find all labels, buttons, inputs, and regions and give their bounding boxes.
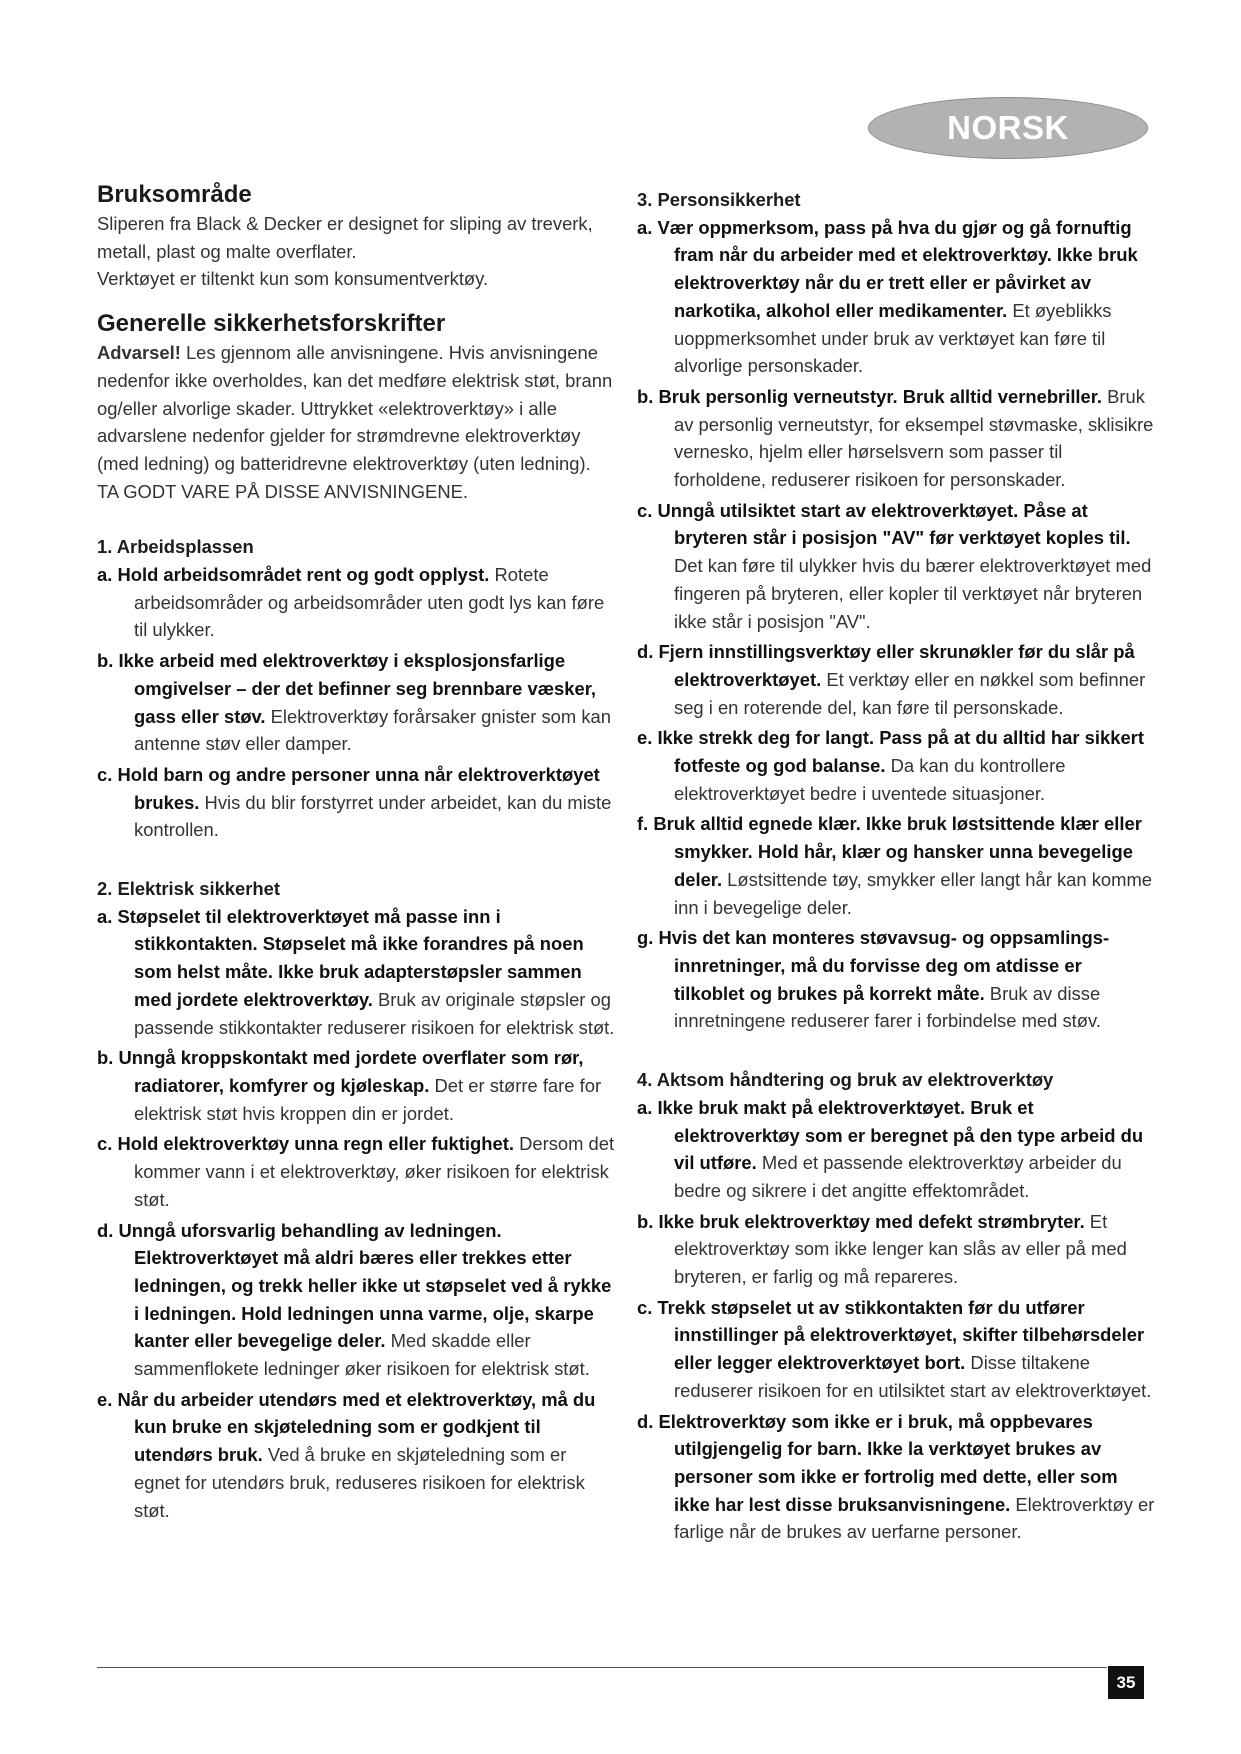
list-item bbox=[97, 647, 617, 758]
page-number: 35 bbox=[1108, 1666, 1144, 1699]
list-item-text: Bruk av personlig verneutstyr, for eksempel støvmaske, sklisikre vernesko, hjelm eller hørselsvern som passer til forholdene, reduserer risikoen for personskader. bbox=[674, 385, 1154, 491]
list-item-bold: d. Elektroverktøy som ikke er i bruk, må oppbevares utilgjengelig for barn. Ikke la verktøyet brukes av personer som ikke er fortrolig med dette, eller som ikke har lest disse bruksanvisningene. bbox=[637, 1410, 1118, 1515]
list-item-text: Et øyeblikks uoppmerksomhet under bruk av verktøyet kan føre til alvorlige personskader. bbox=[674, 299, 1112, 377]
list-item bbox=[97, 1386, 617, 1525]
list-item-bold: a. Ikke bruk makt på elektroverktøyet. Bruk et elektroverktøy som er beregnet på den type arbeid du vil utføre. bbox=[637, 1096, 1144, 1174]
list-item bbox=[97, 1130, 617, 1213]
list-item bbox=[97, 903, 617, 1042]
section-heading-generelle: Generelle sikkerhetsforskrifter bbox=[97, 310, 446, 338]
list-item-text: Elektroverktøy forårsaker gnister som kan antenne støv eller damper. bbox=[134, 705, 611, 755]
bruk-paragraph-2: Verktøyet er tiltenkt kun som konsumentverktøy. bbox=[97, 268, 489, 290]
left-column bbox=[97, 180, 617, 1527]
keep-instructions-text: TA GODT VARE PÅ DISSE ANVISNINGENE. bbox=[97, 480, 468, 502]
list-item-bold: d. Fjern innstillingsverktøy eller skrunøkler før du slår på elektroverktøyet. bbox=[637, 641, 1135, 690]
list-item-bold: c. Trekk støpselet ut av stikkontakten før du utfører innstillinger på elektroverktøyet, skifter tilbehørsdeler eller legger elektroverktøyet bort. bbox=[637, 1296, 1145, 1374]
list-item-bold: b. Ikke arbeid med elektroverktøy i eksplosjonsfarlige omgivelser – der det befinner seg brennbare væsker, gass eller støv. bbox=[97, 650, 596, 727]
list-item-bold: g. Hvis det kan monteres støvavsug- og oppsamlings-innretninger, må du forvisse deg om atdisse er tilkoblet og brukes på korrekt måte. bbox=[637, 927, 1110, 1004]
list-item-text: Med skadde eller sammenflokete ledninger øker risikoen for elektrisk støt. bbox=[134, 1330, 590, 1380]
list-item-bold: b. Bruk personlig verneutstyr. Bruk alltid vernebriller. bbox=[637, 385, 1103, 407]
list-item-text: Det kan føre til ulykker hvis du bærer elektroverktøyet med fingeren på bryteren, eller kopler til verktøyet når bryteren ikke står i posisjon "AV". bbox=[674, 555, 1152, 632]
list-item-text: Bruk av originale støpsler og passende stikkontakter reduserer risikoen for elektrisk støt. bbox=[134, 988, 615, 1038]
list-item bbox=[637, 1408, 1157, 1547]
list-item-bold: e. Ikke strekk deg for langt. Pass på at du alltid har sikkert fotfeste og god balanse. bbox=[637, 727, 1144, 777]
list-item bbox=[637, 810, 1157, 921]
list-item-bold: e. Når du arbeider utendørs med et elektroverktøy, må du kun bruke en skjøteledning som er godkjent til utendørs bruk. bbox=[97, 1388, 596, 1466]
footer-divider bbox=[97, 1667, 1107, 1668]
list-item-bold: c. Unngå utilsiktet start av elektroverktøyet. Påse at bryteren står i posisjon "AV" før verktøyet koples til. bbox=[637, 499, 1131, 549]
list-item-text: Et elektroverktøy som ikke lenger kan slås av eller på med bryteren, er farlig og må repareres. bbox=[674, 1210, 1127, 1288]
list-item-bold: a. Vær oppmerksom, pass på hva du gjør og gå fornuftig fram når du arbeider med et elektroverktøy. Ikke bruk elektroverktøy når du er trett eller er påvirket av narkotika, alkohol eller medikamenter. bbox=[637, 216, 1138, 321]
language-label: NORSK bbox=[947, 109, 1069, 146]
subsection-heading-3: 3. Personsikkerhet bbox=[637, 189, 801, 210]
list-item bbox=[637, 638, 1157, 721]
list-item-bold: c. Hold barn og andre personer unna når elektroverktøyet brukes. bbox=[97, 763, 600, 813]
list-item-text: Rotete arbeidsområder og arbeidsområder uten godt lys kan føre til ulykker. bbox=[134, 564, 605, 641]
list-item bbox=[637, 924, 1157, 1035]
list-item bbox=[637, 724, 1157, 807]
list-item-bold: a. Støpselet til elektroverktøyet må passe inn i stikkontakten. Støpselet må ikke forandres på noen som helst måte. Ikke bruk adapterstøpsler sammen med jordete elektroverktøy. bbox=[97, 905, 584, 1010]
warning-label: Advarsel! bbox=[97, 342, 181, 364]
list-item-bold: f. Bruk alltid egnede klær. Ikke bruk løstsittende klær eller smykker. Hold hår, klær og hansker unna bevegelige deler. bbox=[637, 813, 1142, 890]
list-item bbox=[637, 214, 1157, 380]
right-column bbox=[637, 186, 1157, 1549]
list-item bbox=[637, 497, 1157, 636]
list-item bbox=[637, 1094, 1157, 1205]
list-item bbox=[97, 561, 617, 644]
list-item-text: Ved å bruke en skjøteledning som er egnet for utendørs bruk, reduseres risikoen for elektrisk støt. bbox=[134, 1444, 585, 1521]
list-item bbox=[97, 1044, 617, 1127]
list-item-bold: d. Unngå uforsvarlig behandling av ledningen. Elektroverktøyet må aldri bæres eller trekkes etter ledningen, og trekk heller ikke ut støpselet ved å rykke i ledningen. Hold ledningen unna varme, olje, skarpe kanter eller bevegelige deler. bbox=[97, 1219, 612, 1352]
list-item-bold: b. Ikke bruk elektroverktøy med defekt strømbryter. bbox=[637, 1210, 1085, 1232]
warning-text: Les gjennom alle anvisningene. Hvis anvisningene nedenfor ikke overholdes, kan det medføre elektrisk støt, brann og/eller alvorlige skader. Uttrykket «elektroverktøy» i alle advarslene nedenfor gjelder for strømdrevne elektroverktøy (med ledning) og batteridrevne elektroverktøy (uten ledning). bbox=[97, 342, 613, 474]
list-item-text: Dersom det kommer vann i et elektroverktøy, øker risikoen for elektrisk støt. bbox=[134, 1133, 615, 1210]
list-item bbox=[97, 761, 617, 844]
list-item-text: Med et passende elektroverktøy arbeider du bedre og sikrere i det angitte effektområdet. bbox=[674, 1152, 1122, 1201]
list-item-bold: a. Hold arbeidsområdet rent og godt opplyst. bbox=[97, 564, 490, 586]
list-item-text: Løstsittende tøy, smykker eller langt hår kan komme inn i bevegelige deler. bbox=[674, 868, 1153, 918]
list-item-text: Da kan du kontrollere elektroverktøyet bedre i uventede situasjoner. bbox=[674, 755, 1066, 804]
list-item-text: Disse tiltakene reduserer risikoen for en utilsiktet start av elektroverktøyet. bbox=[674, 1352, 1152, 1401]
list-item-text: Elektroverktøy er farlige når de brukes av uerfarne personer. bbox=[674, 1493, 1155, 1543]
bruk-paragraph-1: Sliperen fra Black & Decker er designet for sliping av treverk, metall, plast og malte overflater. bbox=[97, 213, 593, 262]
list-item-text: Hvis du blir forstyrret under arbeidet, kan du miste kontrollen. bbox=[134, 791, 612, 841]
list-item bbox=[637, 383, 1157, 494]
list-item bbox=[637, 1208, 1157, 1291]
warning-paragraph bbox=[97, 339, 617, 478]
subsection-heading-1: 1. Arbeidsplassen bbox=[97, 536, 254, 558]
list-item-text: Bruk av disse innretningene reduserer farer i forbindelse med støv. bbox=[674, 982, 1101, 1032]
list-item-text: Det er større fare for elektrisk støt hvis kroppen din er jordet. bbox=[134, 1074, 602, 1124]
subsection-heading-4: 4. Aktsom håndtering og bruk av elektroverktøy bbox=[637, 1069, 1054, 1091]
section-heading-bruksomrade: Bruksområde bbox=[97, 181, 252, 208]
list-item-bold: c. Hold elektroverktøy unna regn eller fuktighet. bbox=[97, 1133, 514, 1155]
list-item-bold: b. Unngå kroppskontakt med jordete overflater som rør, radiatorer, komfyrer og kjøleskap. bbox=[97, 1047, 584, 1096]
list-item bbox=[637, 1294, 1157, 1405]
list-item-text: Et verktøy eller en nøkkel som befinner seg i en roterende del, kan føre til personskade. bbox=[674, 668, 1146, 718]
language-badge bbox=[868, 97, 1148, 159]
subsection-heading-2: 2. Elektrisk sikkerhet bbox=[97, 878, 280, 900]
list-item bbox=[97, 1217, 617, 1383]
